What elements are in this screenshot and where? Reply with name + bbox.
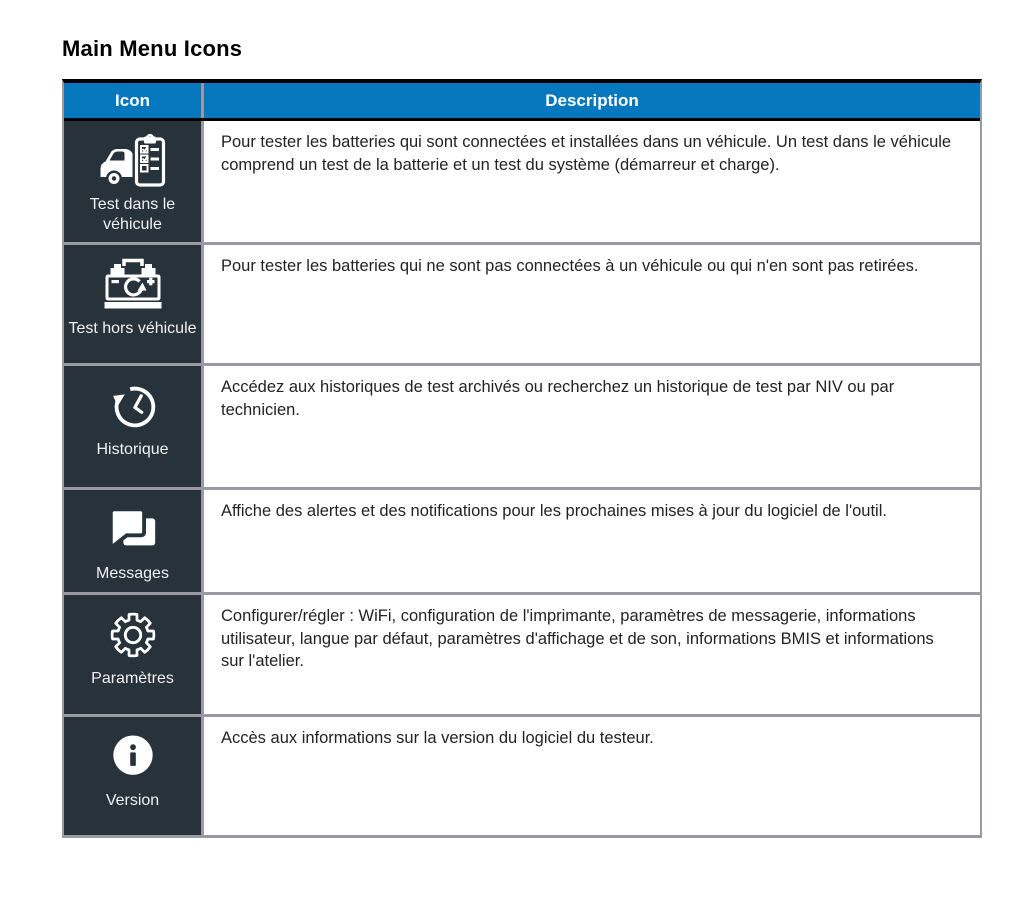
description-cell: Pour tester les batteries qui sont connectées et installées dans un véhicule. Un test dans le véhicule comprend un test de la batterie et un test du système (démarreur et charge). xyxy=(221,133,952,174)
table-row xyxy=(64,121,980,245)
settings-icon xyxy=(104,604,162,666)
table-header-row xyxy=(64,83,980,121)
icon-label: Messages xyxy=(96,564,169,582)
table-row xyxy=(64,245,980,366)
messages-icon xyxy=(102,499,164,561)
icon-label: Version xyxy=(105,791,160,809)
icon-label: Test hors véhicule xyxy=(68,319,197,337)
description-cell: Pour tester les batteries qui ne sont pas connectées à un véhicule ou qui n'en sont pas retirées. xyxy=(221,256,919,275)
column-header-icon: Icon xyxy=(64,83,204,118)
column-header-description: Description xyxy=(545,90,639,110)
table-row xyxy=(64,490,980,595)
main-menu-icons-table xyxy=(62,79,982,838)
icon-cell xyxy=(64,490,204,592)
icon-label: Paramètres xyxy=(91,669,174,687)
table-row xyxy=(64,366,980,490)
description-cell: Configurer/régler : WiFi, configuration de l'imprimante, paramètres de messagerie, informations utilisateur, langue par défaut, paramètres d'affichage et de son, informations BMIS et informations sur l'atelier. xyxy=(221,606,934,671)
icon-label: Historique xyxy=(96,440,169,458)
description-cell: Affiche des alertes et des notifications pour les prochaines mises à jour du logiciel de l'outil. xyxy=(221,501,887,520)
out-of-vehicle-test-icon xyxy=(101,254,165,316)
in-vehicle-test-icon xyxy=(99,130,167,192)
icon-label: Test dans le véhicule xyxy=(89,196,176,234)
icon-cell xyxy=(64,121,204,242)
icon-cell xyxy=(64,366,204,487)
description-cell: Accès aux informations sur la version du logiciel du testeur. xyxy=(221,728,654,747)
icon-cell xyxy=(64,717,204,835)
history-icon xyxy=(102,375,164,437)
table-row xyxy=(64,717,980,838)
description-cell: Accédez aux historiques de test archivés ou recherchez un historique de test par NIV ou par technicien. xyxy=(221,377,895,419)
table-row xyxy=(64,595,980,717)
icon-cell xyxy=(64,595,204,714)
page-title: Main Menu Icons xyxy=(62,36,243,61)
version-icon xyxy=(103,726,163,788)
icon-cell xyxy=(64,245,204,363)
